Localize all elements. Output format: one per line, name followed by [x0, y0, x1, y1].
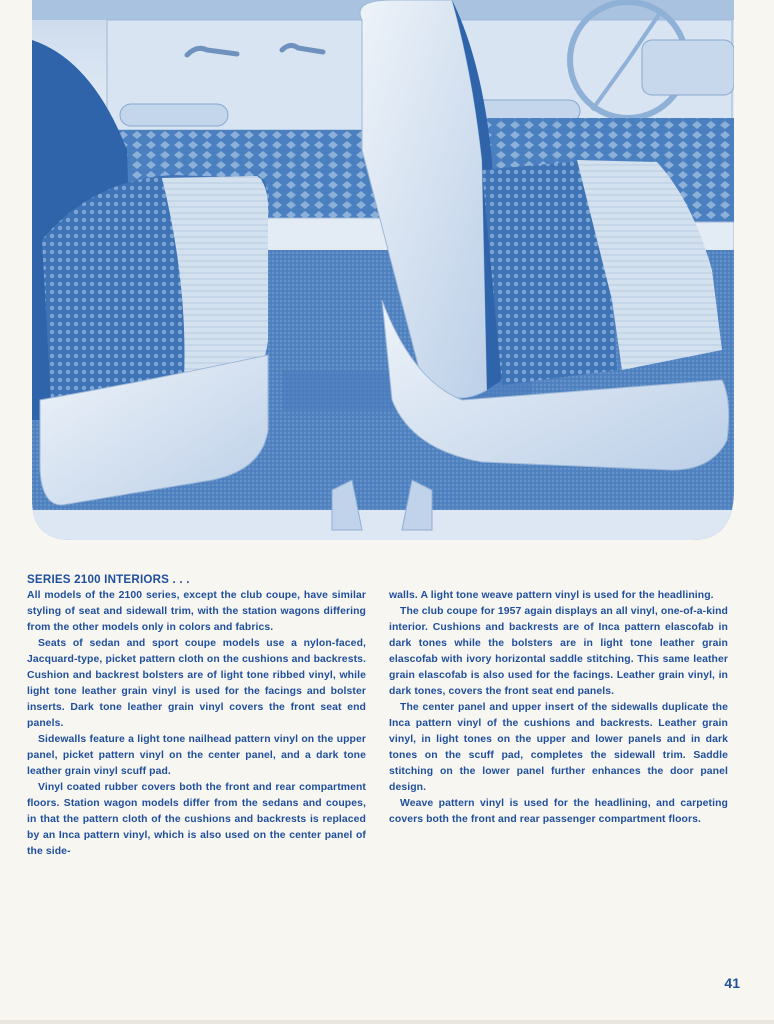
paragraph: All models of the 2100 series, except the club coupe, have similar styling of seat and sidewall trim, with the station wagons differing from the other models only in colors and fabrics. [27, 590, 366, 633]
text-column-right [389, 588, 728, 828]
paragraph: Weave pattern vinyl is used for the headlining, and carpeting covers both the front and rear passenger compartment floors. [389, 798, 728, 825]
paragraph: Vinyl coated rubber covers both the front and rear compartment floors. Station wagon models differ from the sedans and coupes, in that the pattern cloth of the cushions and backrests is replaced by an Inca pattern vinyl, which is also used on the center panel of the side- [27, 782, 366, 857]
text-column-left [27, 572, 366, 860]
paragraph: The club coupe for 1957 again displays an all vinyl, one-of-a-kind interior. Cushions and backrests are of Inca pattern elascofab in dark tones while the bolsters are in light tone leather grain elascofab with ivory horizontal saddle stitching. This same leather grain elascofab is also used for the facings. Leather grain vinyl, in dark tones, covers the front seat end panels. [389, 606, 728, 697]
page-edge [0, 1020, 774, 1024]
paragraph: walls. A light tone weave pattern vinyl is used for the headlining. [389, 590, 714, 601]
paragraph: Seats of sedan and sport coupe models use a nylon-faced, Jacquard-type, picket pattern cloth on the cushions and backrests. Cushion and backrest bolsters are of light tone ribbed vinyl, while light tone leather grain vinyl is used for the facings and bolster inserts. Dark tone leather grain vinyl covers the front seat end panels. [27, 638, 366, 729]
paragraph: Sidewalls feature a light tone nailhead pattern vinyl on the upper panel, picket pattern vinyl on the center panel, and a dark tone leather grain vinyl scuff pad. [27, 734, 366, 777]
page-number: 41 [724, 975, 740, 991]
section-heading: SERIES 2100 INTERIORS . . . [27, 573, 190, 586]
interior-photo [32, 0, 734, 540]
paragraph: The center panel and upper insert of the sidewalls duplicate the Inca pattern vinyl of the cushions and backrests. Leather grain vinyl, in light tones on the upper and lower panels and in dark tones on the scuff pad, completes the sidewall trim. Saddle stitching on the lower panel further enhances the door panel design. [389, 702, 728, 793]
